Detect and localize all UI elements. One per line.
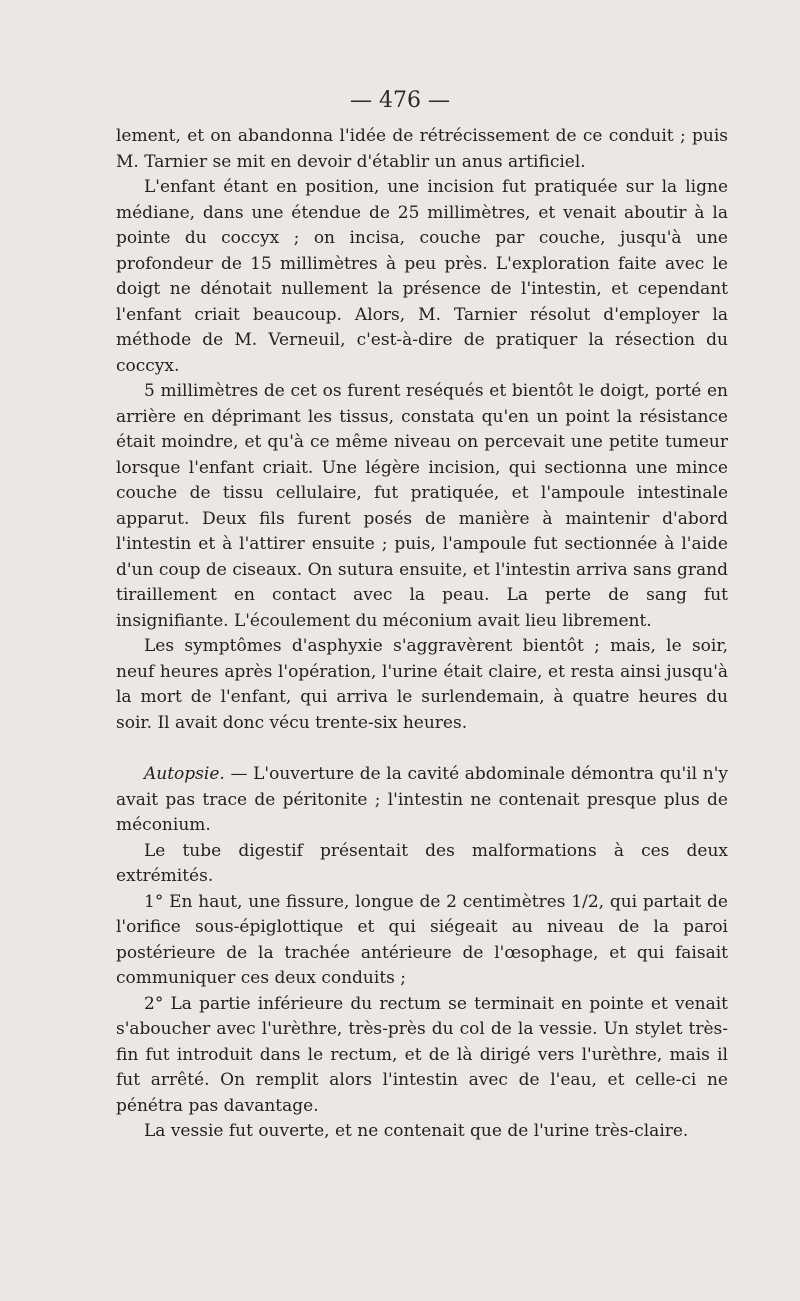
body-text [116,124,728,1145]
paragraph: 5 millimètres de cet os furent reséqués et bientôt le doigt, porté en arrière en déprimant les tissus, constata qu'en un point la résistance était moindre, et qu'à ce même niveau on percevait une petite tumeur lorsque l'enfant criait. Une légère incision, qui sectionna une mince couche de tissu cellulaire, fut pratiquée, et l'ampoule intestinale apparut. Deux fils furent posés de manière à maintenir d'abord l'intestin et à l'attirer ensuite ; puis, l'ampoule fut sectionnée à l'aide d'un coup de ciseaux. On sutura ensuite, et l'intestin arriva sans grand tiraillement en contact avec la peau. La perte de sang fut insignifiante. L'écoulement du méconium avait lieu librement. [116,381,728,631]
paragraph: 2° La partie inférieure du rectum se terminait en pointe et venait s'aboucher avec l'urèthre, très-près du col de la vessie. Un stylet très-fin fut introduit dans le rectum, et de là dirigé vers l'urèthre, mais il fut arrêté. On remplit alors l'intestin avec de l'eau, et celle-ci ne pénétra pas davantage. [116,993,728,1116]
autopsy-paragraph [116,762,728,839]
paragraph: L'enfant étant en position, une incision fut pratiquée sur la ligne médiane, dans une étendue de 25 millimètres, et venait aboutir à la pointe du coccyx ; on incisa, couche par couche, jusqu'à une profondeur de 15 millimètres à peu près. L'exploration faite avec le doigt ne dénotait nullement la présence de l'intestin, et cependant l'enfant criait beaucoup. Alors, M. Tarnier résolut d'employer la méthode de M. Verneuil, c'est-à-dire de pratiquer la résection du coccyx. [116,177,728,376]
paragraph: Le tube digestif présentait des malformations à ces deux extrémités. [116,840,728,886]
autopsy-label: Autopsie. [144,764,225,784]
autopsy-text: — L'ouverture de la cavité abdominale démontra qu'il n'y avait pas trace de péritonite ; l'intestin ne contenait presque plus de méconium. [116,764,728,835]
section-gap [116,736,728,762]
page-number: — 476 — [350,88,450,113]
paragraph: Les symptômes d'asphyxie s'aggravèrent bientôt ; mais, le soir, neuf heures après l'opération, l'urine était claire, et resta ainsi jusqu'à la mort de l'enfant, qui arriva le surlendemain, à quatre heures du soir. Il avait donc vécu trente-six heures. [116,636,728,733]
paragraph: La vessie fut ouverte, et ne contenait que de l'urine très-claire. [144,1121,689,1141]
paragraph: 1° En haut, une fissure, longue de 2 centimètres 1/2, qui partait de l'orifice sous-épiglottique et qui siégeait au niveau de la paroi postérieure de la trachée antérieure de l'œsophage, et qui faisait communiquer ces deux conduits ; [116,891,728,988]
paragraph: lement, et on abandonna l'idée de rétrécissement de ce conduit ; puis M. Tarnier se mit en devoir d'établir un anus artificiel. [116,126,728,172]
